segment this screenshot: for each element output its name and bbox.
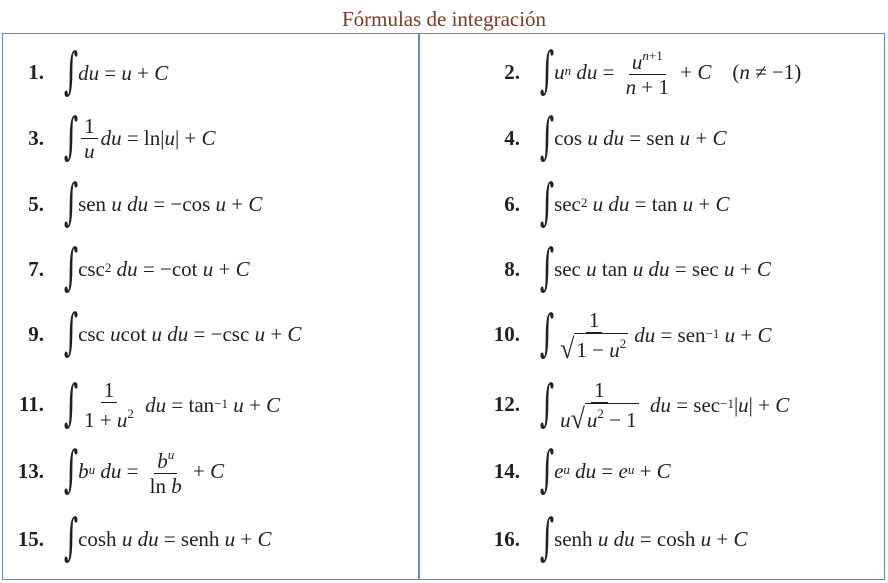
formula-8: ∫ sec u tan u du = sec u + C	[539, 238, 771, 296]
formula-14: ∫ e $^u$ du = e $^u$ + C	[539, 440, 671, 498]
formula-15: ∫ cosh u du = senh u + C	[63, 508, 272, 566]
formula-number: 3.	[28, 126, 44, 150]
formula-number: 14.	[493, 459, 520, 483]
formula-12: ∫ 1 u √ $u^2 - 1$ du = sec $^{-1}$ | u | + C	[539, 374, 790, 435]
formula-11: ∫ $\frac{1}{1 + u^2}$ du = tan $^{-1}$ u + C	[63, 374, 281, 432]
formula-number: 15.	[17, 527, 44, 551]
formula-number: 10.	[493, 322, 520, 346]
formula-number: 12.	[493, 392, 520, 416]
formula-4: ∫ cos u du = sen u + C	[539, 107, 727, 165]
formula-number: 9.	[28, 322, 44, 346]
formula-number: 2.	[504, 60, 520, 84]
column-divider	[418, 33, 420, 580]
formula-number: 4.	[504, 126, 520, 150]
formula-5: ∫ sen u du = −cos u + C	[63, 173, 263, 231]
formula-number: 13.	[17, 459, 44, 483]
formula-number: 8.	[504, 257, 520, 281]
formula-number: 16.	[493, 527, 520, 551]
formula-number: 11.	[18, 392, 44, 416]
formula-number: 5.	[28, 192, 44, 216]
formula-1: ∫ du = u + C	[63, 42, 169, 100]
formula-6: ∫ sec $^2$ u du = tan u + C	[539, 173, 730, 231]
formula-number: 7.	[28, 257, 44, 281]
formula-2: ∫ u $^n$ du = $\frac{u^{n+1}}{n + 1}$ + C ( n ≠ −1)	[539, 41, 802, 99]
formula-7: ∫ csc $^2$ du = −cot u + C	[63, 238, 250, 296]
formula-13: ∫ b $^u$ du = $\frac{b^u}{\text{ln b}}$ + C	[63, 440, 225, 498]
formula-number: 1.	[28, 60, 44, 84]
formula-16: ∫ senh u du = cosh u + C	[539, 508, 748, 566]
formula-number: 6.	[504, 192, 520, 216]
formula-9: ∫ csc u cot u du = −csc u + C	[63, 303, 302, 361]
table-title: Fórmulas de integración	[341, 7, 547, 31]
formula-3: ∫ $\frac{1}{u}$ du = ln| u | + C	[63, 107, 216, 165]
formula-10: ∫ 1 √ $1 - u^2$ du = sen $^{-1}$ u + C	[539, 304, 772, 365]
